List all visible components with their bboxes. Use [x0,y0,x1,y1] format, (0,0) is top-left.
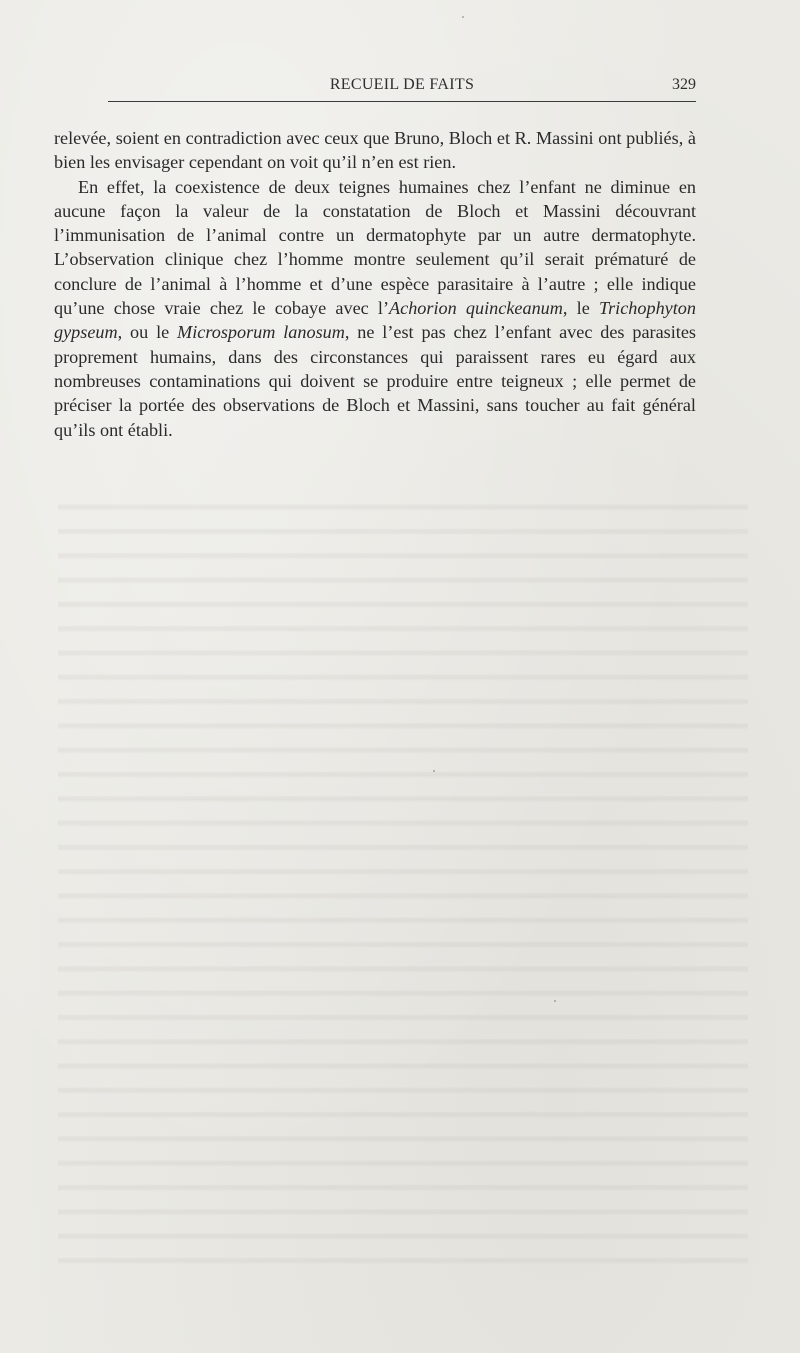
italic-species-name: Achorion quinckeanum [389,298,563,319]
paragraph-2 [54,175,696,442]
bleed-through-texture [58,488,748,1268]
text-run: , le [562,298,599,319]
page-number: 329 [672,76,696,93]
body-text [54,126,696,442]
italic-species-name: Trichophyton gypseum [54,298,696,343]
paragraph-1 [54,126,696,175]
text-run: , ne l’est pas chez l’enfant avec des parasites proprement humains, dans des circonstances qui paraissent rares eu égard aux nombreuses contaminations qui doivent se produire entre teigneux ; elle permet de préciser la portée des observations de Bloch et Massini, sans toucher au fait général qu’ils ont établi. [54,322,696,440]
italic-species-name: Microsporum lanosum [177,322,345,343]
text-run: En effet, la coexistence de deux teignes humaines chez l’enfant ne diminue en aucune façon la valeur de la constatation de Bloch et Massini découvrant l’immunisation de l’animal contre un dermatophyte par un autre dermatophyte. L’observation clinique chez l’homme montre seulement qu’il serait prématuré de conclure de l’animal à l’homme et d’une espèce parasitaire à l’autre ; elle indique qu’une chose vraie chez le cobaye avec l’ [54,176,696,319]
text-run: relevée, soient en contradiction avec ceux que Bruno, Bloch et R. Massini ont publiés, à bien les envisager cependant on voit qu’il n’en est rien. [54,128,696,173]
header-rule [108,101,696,102]
paper-speck [433,770,435,772]
paper-speck [462,16,464,18]
text-run: , ou le [117,322,178,343]
running-title: RECUEIL DE FAITS [329,76,475,93]
page-header [108,76,696,98]
paper-speck [399,188,401,190]
paper-speck [554,1000,556,1002]
